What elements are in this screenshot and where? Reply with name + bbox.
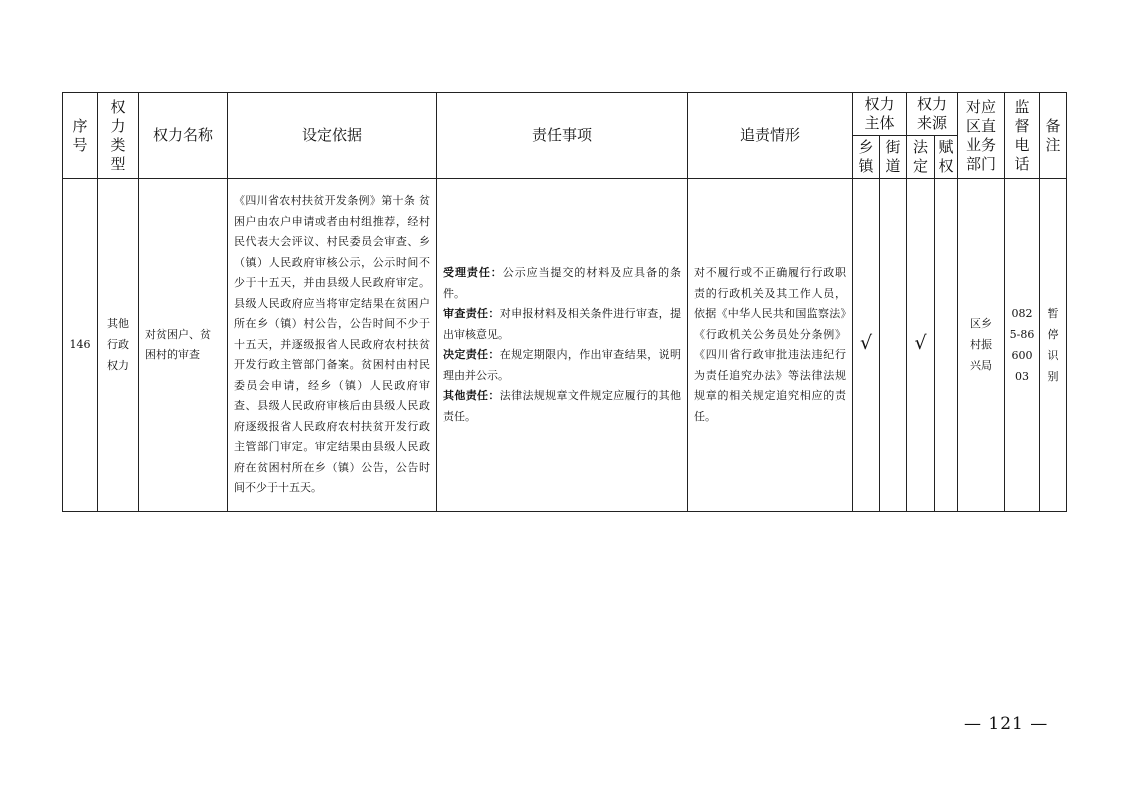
responsibility-item: 受理责任：公示应当提交的材料及应具备的条件。 [443, 266, 682, 300]
header-remark: 备注 [1040, 93, 1067, 179]
header-power-name: 权力名称 [139, 93, 228, 179]
cell-power-type: 其他行政权力 [98, 179, 139, 512]
cell-street-check [880, 179, 907, 512]
header-subject: 权力主体 [853, 93, 907, 136]
cell-basis: 《四川省农村扶贫开发条例》第十条 贫困户由农户申请或者由村组推荐，经村民代表大会评议、村民委员会审查、乡（镇）人民政府审核公示，公示时间不少于十五天，并由县级人民政府审定。县级人民政府应当将审定结果在贫困户所在乡（镇）村公告，公告时间不少于十五天，并逐级报省人民政府农村扶贫开发行政主管部门备案。贫困村由村民委员会申请，经乡（镇）人民政府审查、县级人民政府审核后由县级人民政府逐级报省人民政府农村扶贫开发行政主管部门审定。审定结果由县级人民政府在贫困村所在乡（镇）公告，公告时间不少于十五天。 [228, 179, 437, 512]
cell-accountability: 对不履行或不正确履行行政职责的行政机关及其工作人员，依据《中华人民共和国监察法》《行政机关公务员处分条例》《四川省行政审批违法违纪行为责任追究办法》等法律法规规章的相关规定追究相应的责任。 [688, 179, 853, 512]
header-source-legal: 法定 [907, 136, 935, 179]
page-number: — 121 — [964, 714, 1049, 734]
table-row [63, 179, 1067, 512]
responsibility-item: 其他责任：法律法规规章文件规定应履行的其他责任。 [443, 389, 681, 423]
responsibility-item: 决定责任：在规定期限内，作出审查结果，说明理由并公示。 [443, 348, 681, 382]
header-power-type: 权力类型 [98, 93, 139, 179]
header-row-top [63, 93, 1067, 136]
header-accountability: 追责情形 [688, 93, 853, 179]
cell-seq: 146 [63, 179, 98, 512]
header-seq: 序号 [63, 93, 98, 179]
header-basis: 设定依据 [228, 93, 437, 179]
cell-granted-check [935, 179, 958, 512]
cell-legal-check: √ [907, 179, 935, 512]
header-responsibility: 责任事项 [437, 93, 688, 179]
header-dept: 对应区直业务部门 [958, 93, 1005, 179]
header-subject-street: 街道 [880, 136, 907, 179]
power-list-table [62, 92, 1067, 512]
responsibility-item: 审查责任：对申报材料及相关条件进行审查，提出审核意见。 [443, 307, 681, 341]
cell-remark: 暂停识别 [1040, 179, 1067, 512]
cell-town-check: √ [853, 179, 880, 512]
header-subject-town: 乡镇 [853, 136, 880, 179]
cell-responsibility [437, 179, 688, 512]
cell-power-name: 对贫困户、贫困村的审查 [139, 179, 228, 512]
header-phone: 监督电话 [1005, 93, 1040, 179]
cell-dept: 区乡村振兴局 [958, 179, 1005, 512]
header-source: 权力来源 [907, 93, 958, 136]
header-source-granted: 赋权 [935, 136, 958, 179]
cell-phone: 0825-8660003 [1005, 179, 1040, 512]
